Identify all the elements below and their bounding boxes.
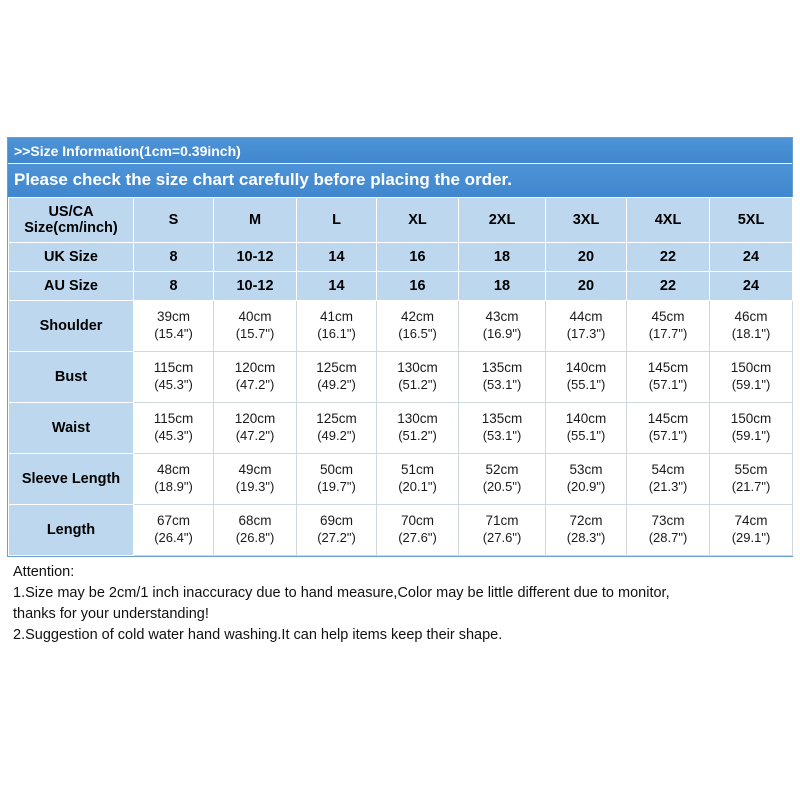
value-inch: (15.4"): [154, 326, 193, 342]
shoulder-m: [214, 301, 297, 352]
value-inch: (57.1"): [648, 377, 688, 393]
length-3xl: [546, 505, 627, 556]
au-size-l: 14: [297, 272, 377, 301]
value-cm: 55cm: [734, 462, 768, 478]
bust-l: [297, 352, 377, 403]
value-inch: (29.1"): [731, 530, 771, 546]
au-size-3xl: 20: [546, 272, 627, 301]
value-cm: 52cm: [485, 462, 519, 478]
value-inch: (51.2"): [398, 377, 437, 393]
value-cm: 46cm: [734, 309, 768, 325]
value-inch: (19.7"): [317, 479, 356, 495]
value-cm: 135cm: [481, 411, 523, 427]
value-cm: 74cm: [734, 513, 768, 529]
uk-size-m: 10-12: [214, 243, 297, 272]
value-inch: (19.3"): [235, 479, 275, 495]
length-4xl: [627, 505, 710, 556]
table-row: [9, 352, 793, 403]
sleeve-length-xl: [377, 454, 459, 505]
table-row: [9, 454, 793, 505]
uk-size-3xl: 20: [546, 243, 627, 272]
value-cm: 54cm: [651, 462, 685, 478]
waist-3xl: [546, 403, 627, 454]
au-size-m: 10-12: [214, 272, 297, 301]
sleeve-length-l: [297, 454, 377, 505]
header-cell-s: S: [134, 198, 214, 243]
uk-size-5xl: 24: [710, 243, 793, 272]
value-cm: 40cm: [238, 309, 272, 325]
value-cm: 130cm: [397, 411, 438, 427]
value-inch: (16.1"): [317, 326, 356, 342]
header-cell-xl: XL: [377, 198, 459, 243]
value-cm: 68cm: [238, 513, 272, 529]
value-inch: (53.1"): [482, 377, 522, 393]
length-m: [214, 505, 297, 556]
attention-line-2: thanks for your understanding!: [13, 606, 209, 623]
value-cm: 43cm: [485, 309, 519, 325]
value-inch: (20.9"): [566, 479, 606, 495]
row-label-au-size: AU Size: [9, 272, 134, 301]
shoulder-5xl: [710, 301, 793, 352]
header-cell-uscasize: [9, 198, 134, 243]
size-chart-container: [7, 137, 793, 557]
size-table: [8, 197, 793, 556]
waist-l: [297, 403, 377, 454]
bust-xl: [377, 352, 459, 403]
value-inch: (17.3"): [566, 326, 606, 342]
length-xl: [377, 505, 459, 556]
attention-line-3: 2.Suggestion of cold water hand washing.It can help items keep their shape.: [13, 627, 503, 644]
value-inch: (55.1"): [566, 377, 606, 393]
value-inch: (28.3"): [566, 530, 606, 546]
value-cm: 135cm: [481, 360, 523, 376]
value-cm: 125cm: [316, 360, 357, 376]
header-cell-3xl: 3XL: [546, 198, 627, 243]
table-row: [9, 301, 793, 352]
shoulder-xl: [377, 301, 459, 352]
value-inch: (26.4"): [154, 530, 193, 546]
attention-title: Attention:: [13, 564, 75, 580]
value-cm: 115cm: [153, 360, 194, 376]
shoulder-s: [134, 301, 214, 352]
sleeve-length-3xl: [546, 454, 627, 505]
row-label-bust: Bust: [9, 352, 134, 403]
value-inch: (27.6"): [398, 530, 437, 546]
length-2xl: [459, 505, 546, 556]
value-cm: 42cm: [400, 309, 434, 325]
waist-m: [214, 403, 297, 454]
sleeve-length-m: [214, 454, 297, 505]
value-inch: (59.1"): [731, 428, 771, 444]
value-inch: (20.5"): [482, 479, 522, 495]
value-cm: 72cm: [569, 513, 603, 529]
value-cm: 120cm: [234, 360, 276, 376]
bust-2xl: [459, 352, 546, 403]
header-cell-l: L: [297, 198, 377, 243]
value-inch: (49.2"): [317, 428, 356, 444]
value-inch: (21.3"): [648, 479, 688, 495]
row-label-sleeve-length: Sleeve Length: [9, 454, 134, 505]
row-label-length: Length: [9, 505, 134, 556]
bust-m: [214, 352, 297, 403]
value-inch: (47.2"): [235, 428, 275, 444]
value-cm: 48cm: [156, 462, 190, 478]
shoulder-4xl: [627, 301, 710, 352]
uscasize-line2: Size(cm/inch): [24, 220, 118, 236]
value-inch: (15.7"): [235, 326, 275, 342]
value-inch: (17.7"): [648, 326, 688, 342]
au-size-s: 8: [134, 272, 214, 301]
table-header-row-uk: [9, 243, 793, 272]
waist-xl: [377, 403, 459, 454]
value-cm: 150cm: [730, 411, 772, 427]
value-inch: (59.1"): [731, 377, 771, 393]
bust-4xl: [627, 352, 710, 403]
value-inch: (27.6"): [482, 530, 522, 546]
value-inch: (26.8"): [235, 530, 275, 546]
value-cm: 44cm: [569, 309, 603, 325]
value-cm: 115cm: [153, 411, 194, 427]
row-label-shoulder: Shoulder: [9, 301, 134, 352]
value-inch: (21.7"): [731, 479, 771, 495]
value-cm: 41cm: [319, 309, 353, 325]
uk-size-4xl: 22: [627, 243, 710, 272]
length-l: [297, 505, 377, 556]
value-cm: 140cm: [565, 360, 607, 376]
value-cm: 49cm: [238, 462, 272, 478]
value-inch: (28.7"): [648, 530, 688, 546]
value-inch: (16.9"): [482, 326, 522, 342]
attention-note: [7, 558, 793, 650]
check-size-chart-banner: Please check the size chart carefully before placing the order.: [8, 164, 792, 197]
value-inch: (57.1"): [648, 428, 688, 444]
au-size-5xl: 24: [710, 272, 793, 301]
uscasize-line1: US/CA: [48, 204, 94, 220]
uk-size-xl: 16: [377, 243, 459, 272]
header-cell-4xl: 4XL: [627, 198, 710, 243]
bust-3xl: [546, 352, 627, 403]
sleeve-length-5xl: [710, 454, 793, 505]
length-5xl: [710, 505, 793, 556]
value-cm: 120cm: [234, 411, 276, 427]
value-inch: (47.2"): [235, 377, 275, 393]
shoulder-3xl: [546, 301, 627, 352]
au-size-2xl: 18: [459, 272, 546, 301]
table-header-row-size: [9, 198, 793, 243]
value-inch: (20.1"): [398, 479, 437, 495]
value-cm: 145cm: [647, 360, 689, 376]
header-cell-2xl: 2XL: [459, 198, 546, 243]
value-inch: (27.2"): [317, 530, 356, 546]
table-row: [9, 403, 793, 454]
value-cm: 67cm: [156, 513, 190, 529]
au-size-xl: 16: [377, 272, 459, 301]
attention-line-1: 1.Size may be 2cm/1 inch inaccuracy due to hand measure,Color may be little different due to monitor,: [13, 585, 670, 602]
table-row: [9, 505, 793, 556]
value-inch: (16.5"): [398, 326, 437, 342]
sleeve-length-s: [134, 454, 214, 505]
shoulder-l: [297, 301, 377, 352]
length-s: [134, 505, 214, 556]
waist-5xl: [710, 403, 793, 454]
value-inch: (51.2"): [398, 428, 437, 444]
au-size-4xl: 22: [627, 272, 710, 301]
value-inch: (18.1"): [731, 326, 771, 342]
bust-s: [134, 352, 214, 403]
value-cm: 150cm: [730, 360, 772, 376]
value-cm: 130cm: [397, 360, 438, 376]
row-label-uk-size: UK Size: [9, 243, 134, 272]
row-label-waist: Waist: [9, 403, 134, 454]
value-cm: 70cm: [400, 513, 434, 529]
value-cm: 69cm: [319, 513, 353, 529]
value-inch: (45.3"): [154, 428, 193, 444]
value-cm: 51cm: [400, 462, 434, 478]
value-cm: 145cm: [647, 411, 689, 427]
shoulder-2xl: [459, 301, 546, 352]
value-cm: 125cm: [316, 411, 357, 427]
value-inch: (18.9"): [154, 479, 193, 495]
value-inch: (53.1"): [482, 428, 522, 444]
value-cm: 45cm: [651, 309, 685, 325]
bust-5xl: [710, 352, 793, 403]
value-inch: (45.3"): [154, 377, 193, 393]
waist-4xl: [627, 403, 710, 454]
value-cm: 140cm: [565, 411, 607, 427]
waist-2xl: [459, 403, 546, 454]
value-inch: (49.2"): [317, 377, 356, 393]
uk-size-s: 8: [134, 243, 214, 272]
sleeve-length-4xl: [627, 454, 710, 505]
value-cm: 73cm: [651, 513, 685, 529]
value-cm: 39cm: [156, 309, 190, 325]
waist-s: [134, 403, 214, 454]
header-cell-m: M: [214, 198, 297, 243]
value-cm: 53cm: [569, 462, 603, 478]
value-inch: (55.1"): [566, 428, 606, 444]
value-cm: 50cm: [319, 462, 353, 478]
uk-size-l: 14: [297, 243, 377, 272]
sleeve-length-2xl: [459, 454, 546, 505]
size-information-banner: >>Size Information(1cm=0.39inch): [8, 138, 792, 164]
value-cm: 71cm: [485, 513, 519, 529]
table-header-row-au: [9, 272, 793, 301]
header-cell-5xl: 5XL: [710, 198, 793, 243]
uk-size-2xl: 18: [459, 243, 546, 272]
